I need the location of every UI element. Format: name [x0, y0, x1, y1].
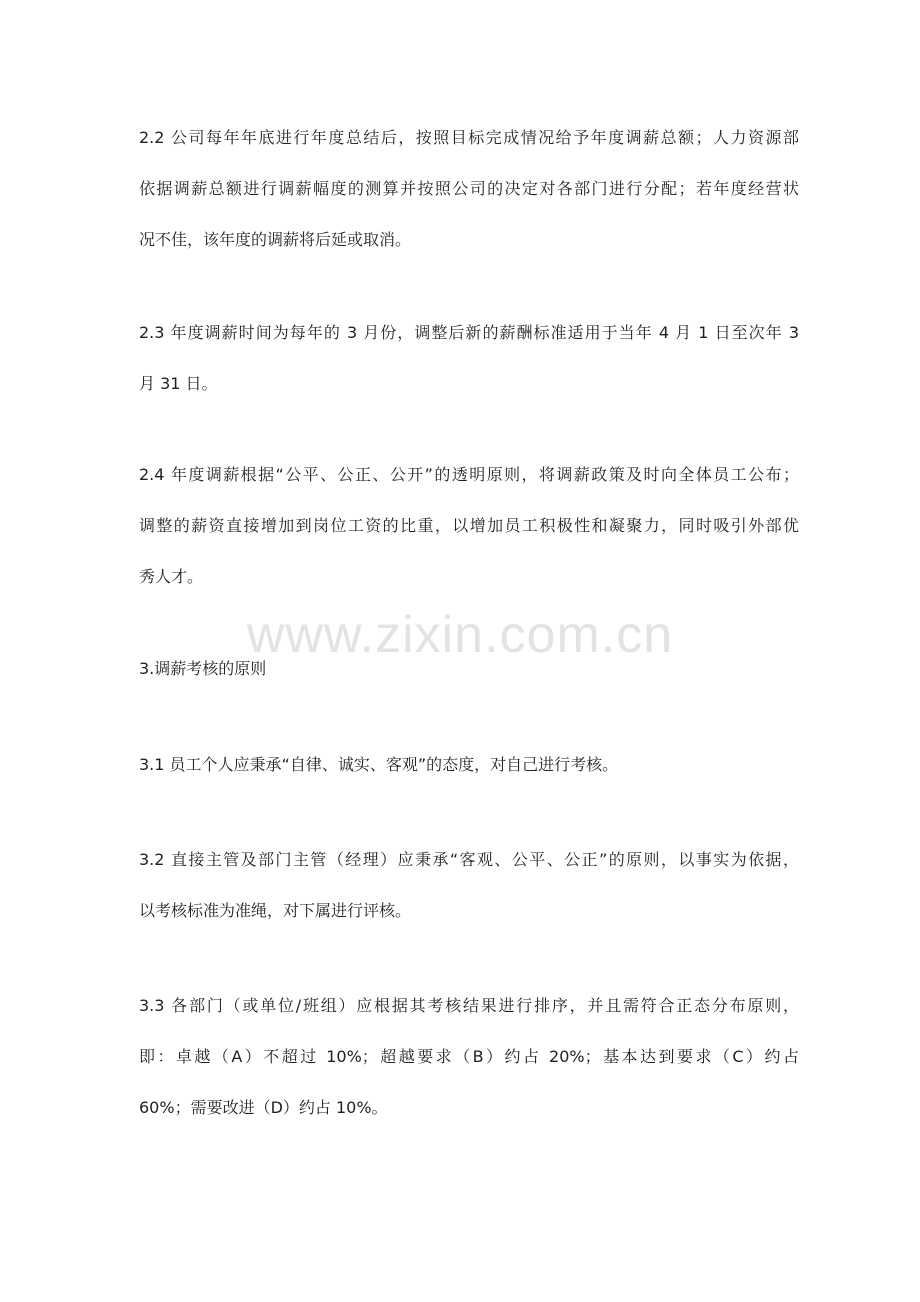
paragraph-line: 60%；需要改进（D）约占 10%。 [139, 1098, 388, 1117]
paragraph-3-1 [139, 739, 799, 790]
watermark: www.zixin.com.cn [246, 606, 674, 664]
paragraph-line: 即：卓越（A）不超过 10%；超越要求（B）约占 20%；基本达到要求（C）约占 [139, 1047, 799, 1066]
paragraph-line: 2.4 年度调薪根据“公平、公正、公开”的透明原则，将调薪政策及时向全体员工公布； [139, 465, 799, 484]
paragraph-line: 2.2 公司每年年底进行年度总结后，按照目标完成情况给予年度调薪总额；人力资源部 [139, 128, 799, 147]
paragraph-line: 3.2 直接主管及部门主管（经理）应秉承“客观、公平、公正”的原则，以事实为依据， [139, 850, 799, 869]
paragraph-line: 3.1 员工个人应秉承“自律、诚实、客观”的态度，对自己进行考核。 [139, 755, 619, 774]
paragraph-2-3 [139, 307, 799, 409]
paragraph-3-2 [139, 834, 799, 936]
section-heading-text: 3.调薪考核的原则 [139, 659, 267, 678]
section-heading-3 [139, 643, 799, 694]
paragraph-line: 依据调薪总额进行调薪幅度的测算并按照公司的决定对各部门进行分配；若年度经营状 [139, 179, 799, 198]
paragraph-line: 调整的薪资直接增加到岗位工资的比重，以增加员工积极性和凝聚力，同时吸引外部优 [139, 516, 799, 535]
paragraph-3-3 [139, 980, 799, 1133]
paragraph-line: 以考核标准为准绳，对下属进行评核。 [139, 901, 412, 920]
paragraph-2-2 [139, 112, 799, 265]
paragraph-line: 况不佳，该年度的调薪将后延或取消。 [139, 230, 412, 249]
paragraph-line: 3.3 各部门（或单位/班组）应根据其考核结果进行排序，并且需符合正态分布原则， [139, 996, 799, 1015]
paragraph-line: 2.3 年度调薪时间为每年的 3 月份，调整后新的薪酬标准适用于当年 4 月 1 日至次年 3 [139, 323, 799, 342]
paragraph-2-4 [139, 449, 799, 602]
paragraph-line: 秀人才。 [139, 567, 204, 586]
paragraph-line: 月 31 日。 [139, 374, 218, 393]
